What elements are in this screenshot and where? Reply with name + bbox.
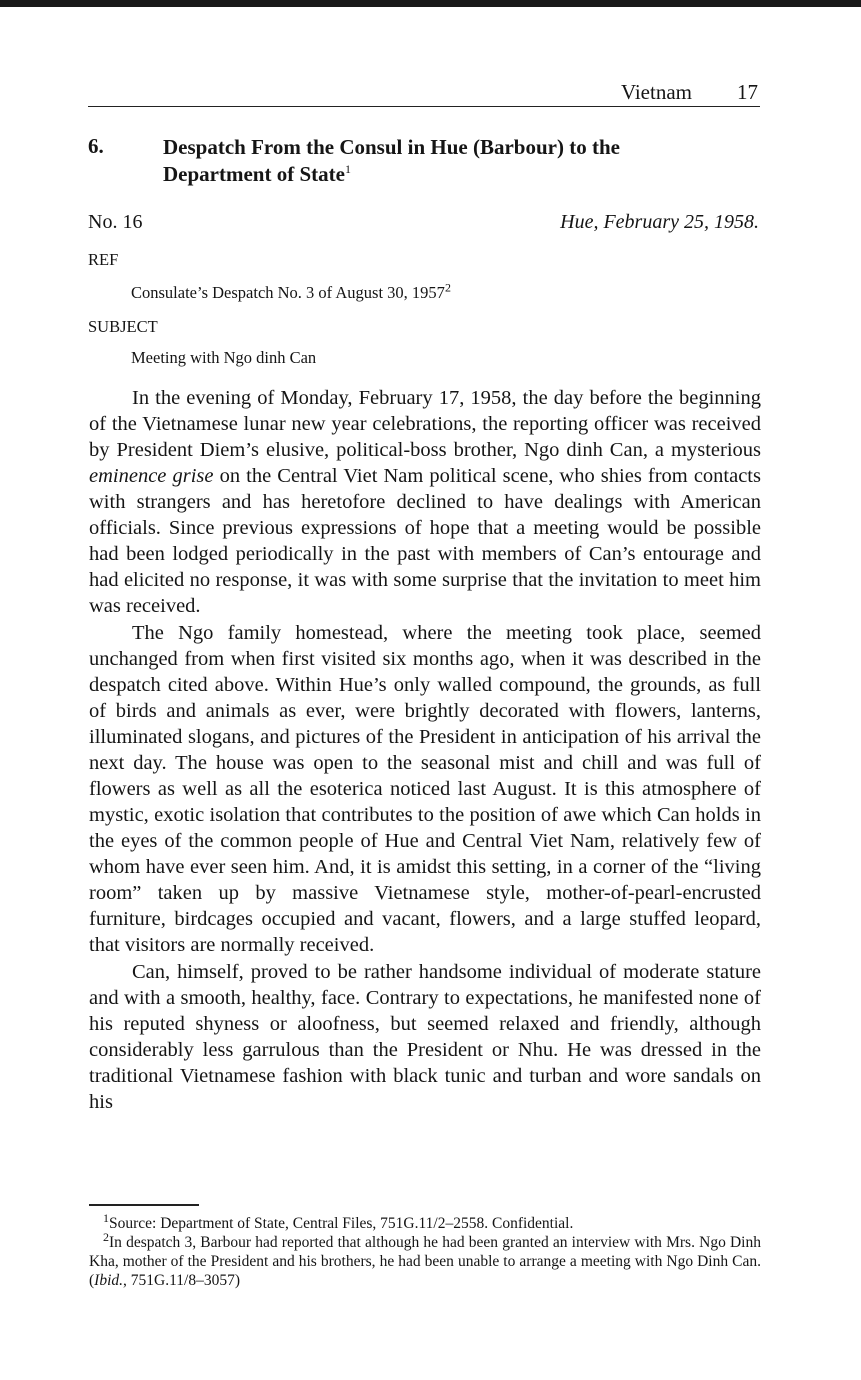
document-title (163, 134, 723, 188)
footnote-ref-2: 2 (444, 280, 451, 295)
paragraph-1: In the evening of Monday, February 17, 1958, the day before the beginning of the Vietnamese lunar new year celebrations, the reporting officer was received by President Diem’s elusive, political-boss brother, Ngo dinh Can, a mysterious eminence grise on the Central Viet Nam political scene, who shies from contacts with strangers and has heretofore declined to have dealings with American officials. Since previous expressions of hope that a meeting would be possible had been lodged periodically in the past with members of Can’s entourage and had elicited no response, it was with some surprise that the invitation to meet him was received. (89, 387, 761, 617)
document-number: 6. (88, 134, 104, 158)
ref-text-content: Consulate’s Despatch No. 3 of August 30, 1957 (131, 283, 445, 302)
subject-label: SUBJECT (88, 317, 158, 336)
italic-phrase: eminence grise (89, 465, 214, 487)
document-title-text: Despatch From the Consul in Hue (Barbour) to the Department of State (163, 135, 620, 186)
paragraph-3: Can, himself, proved to be rather handsome individual of moderate stature and with a smooth, healthy, face. Contrary to expectations, he manifested none of his reputed shyness or aloofness, but seemed relaxed and friendly, although considerably less garrulous than the President or Nhu. He was dressed in the traditional Vietnamese fashion with black tunic and turban and wore sandals on his (89, 961, 761, 1113)
dateline: Hue, February 25, 1958. (560, 211, 759, 233)
page-number: 17 (737, 80, 758, 104)
ref-text (131, 280, 451, 303)
scan-top-border (0, 0, 861, 7)
footnote-1: $^1$Source: Department of State, Central Files, 751G.11/2–2558. Confidential. (103, 1210, 574, 1232)
despatch-number: No. 16 (88, 211, 143, 233)
footnote-rule (89, 1204, 199, 1206)
ref-label: REF (88, 250, 119, 269)
footnote-ref-1: 1 (344, 162, 351, 176)
footnote-2: $^2$In despatch 3, Barbour had reported that although he had been granted an interview with Mrs. Ngo Dinh Kha, mother of the President and his brothers, he had been unable to arrange a meeting with Ngo Dinh Can. (Ibid., 751G.11/8–3057) (89, 1229, 761, 1289)
running-header-title: Vietnam (620, 80, 692, 104)
body-text (89, 385, 761, 1115)
footnotes (89, 1210, 761, 1290)
subject-text: Meeting with Ngo dinh Can (131, 348, 317, 367)
running-header (88, 80, 760, 107)
paragraph-2: The Ngo family homestead, where the meeting took place, seemed unchanged from when first visited six months ago, when it was described in the despatch cited above. Within Hue’s only walled compound, the grounds, as full of birds and animals as ever, were brightly decorated with flowers, lanterns, illuminated slogans, and pictures of the President in anticipation of his arrival the next day. The house was open to the seasonal mist and chill and was full of flowers as well as all the esoterica noticed last August. It is this atmosphere of mystic, exotic isolation that contributes to the position of awe which Can holds in the eyes of the common people of Hue and Central Viet Nam, relatively few of whom have ever seen him. And, it is amidst this setting, in a corner of the “living room” taken up by massive Vietnamese style, mother-of-pearl-encrusted furniture, birdcages occupied and vacant, flowers, and a large stuffed leopard, that visitors are normally received. (89, 622, 761, 956)
